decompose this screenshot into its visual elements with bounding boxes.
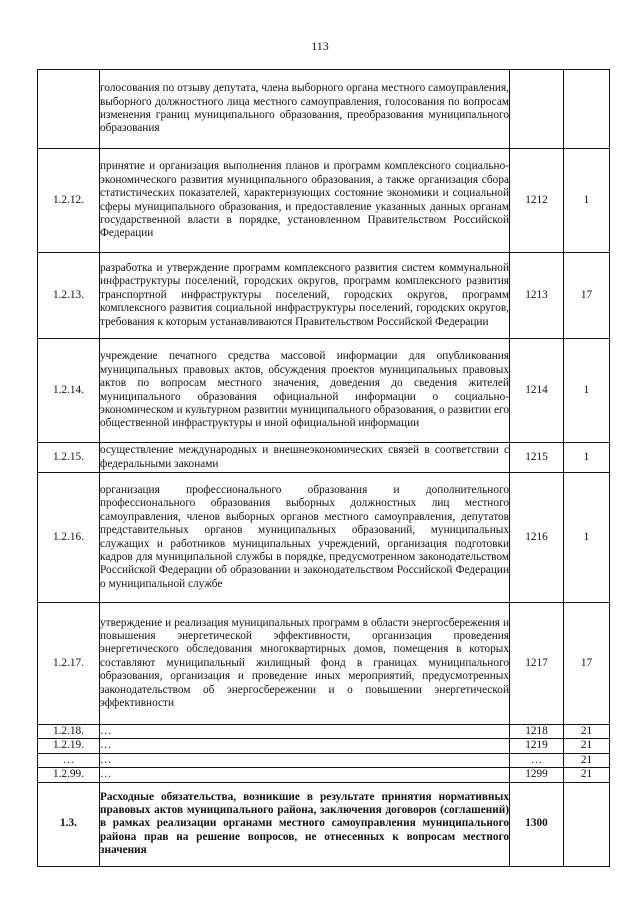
row-number: 1.2.16.	[38, 473, 100, 603]
row-number: 1.2.14.	[38, 339, 100, 443]
row-description: принятие и организация выполнения планов и программ комплексного социально-экономического развития муниципального образования, а также организация сбора статистических показателей, характеризующих состояние экономики и социальной сферы муниципального образования, и предоставление указанных данных органам государственной власти в порядке, установленном Правительством Российской Федерации	[100, 149, 510, 253]
table-row	[38, 782, 610, 866]
table-row	[38, 70, 610, 149]
row-code: …	[510, 753, 564, 767]
row-description: разработка и утверждение программ комплексного развития систем коммунальной инфраструктуры поселений, городских округов, программ комплексного развития транспортной инфраструктуры поселений, городских округов, программ комплексного развития социальной инфраструктуры поселений, городских округов, требования к которым устанавливаются Правительством Российской Федерации	[100, 253, 510, 339]
row-value	[564, 782, 610, 866]
row-code: 1214	[510, 339, 564, 443]
table-row	[38, 753, 610, 767]
table-row	[38, 443, 610, 473]
table-row	[38, 768, 610, 782]
row-value: 1	[564, 473, 610, 603]
row-number: 1.2.19.	[38, 739, 100, 753]
table-row	[38, 253, 610, 339]
row-code: 1300	[510, 782, 564, 866]
row-value	[564, 70, 610, 149]
row-description: …	[100, 739, 510, 753]
row-description: Расходные обязательства, возникшие в результате принятия нормативных правовых актов муниципального района, заключения договоров (соглашений) в рамках реализации органами местного самоуправления муниципального района прав на решение вопросов, не отнесенных к вопросам местного значения	[100, 782, 510, 866]
row-code: 1216	[510, 473, 564, 603]
table-row	[38, 603, 610, 725]
row-number: 1.2.18.	[38, 725, 100, 739]
table-row	[38, 339, 610, 443]
page-number: 113	[311, 39, 329, 53]
row-value: 1	[564, 339, 610, 443]
row-number: …	[38, 753, 100, 767]
row-value: 21	[564, 753, 610, 767]
row-number: 1.3.	[38, 782, 100, 866]
table-row	[38, 149, 610, 253]
row-code: 1212	[510, 149, 564, 253]
row-value: 17	[564, 603, 610, 725]
row-description: организация профессионального образования и дополнительного профессионального образования выборных должностных лиц местного самоуправления, членов выборных органов местного самоуправления, депутатов представительных органов муниципальных образований, муниципальных служащих и работников муниципальных учреждений, организация подготовки кадров для муниципальной службы в порядке, предусмотренном законодательством Российской Федерации об образовании и законодательством Российской Федерации о муниципальной службе	[100, 473, 510, 603]
row-description: …	[100, 768, 510, 782]
row-value: 1	[564, 149, 610, 253]
table-row	[38, 739, 610, 753]
row-number	[38, 70, 100, 149]
row-number: 1.2.15.	[38, 443, 100, 473]
row-description: …	[100, 725, 510, 739]
row-number: 1.2.17.	[38, 603, 100, 725]
row-number: 1.2.12.	[38, 149, 100, 253]
row-description: голосования по отзыву депутата, члена выборного органа местного самоуправления, выборного должностного лица местного самоуправления, голосования по вопросам изменения границ муниципального образования, преобразования муниципального образования	[100, 70, 510, 149]
row-value: 1	[564, 443, 610, 473]
table-row	[38, 473, 610, 603]
row-code: 1299	[510, 768, 564, 782]
row-code: 1217	[510, 603, 564, 725]
row-code	[510, 70, 564, 149]
row-number: 1.2.13.	[38, 253, 100, 339]
row-code: 1218	[510, 725, 564, 739]
row-code: 1213	[510, 253, 564, 339]
row-value: 21	[564, 739, 610, 753]
row-value: 21	[564, 725, 610, 739]
row-description: утверждение и реализация муниципальных программ в области энергосбережения и повышения энергетической эффективности, организация проведения энергетического обследования многоквартирных домов, помещения в которых составляют муниципальный жилищный фонд в границах муниципального образования, организация и проведение иных мероприятий, предусмотренных законодательством об энергосбережении и о повышении энергетической эффективности	[100, 603, 510, 725]
row-description: осуществление международных и внешнеэкономических связей в соответствии с федеральными законами	[100, 443, 510, 473]
row-value: 21	[564, 768, 610, 782]
row-code: 1219	[510, 739, 564, 753]
row-number: 1.2.99.	[38, 768, 100, 782]
row-description: …	[100, 753, 510, 767]
table-row	[38, 725, 610, 739]
row-code: 1215	[510, 443, 564, 473]
row-value: 17	[564, 253, 610, 339]
obligations-table	[37, 69, 610, 867]
row-description: учреждение печатного средства массовой информации для опубликования муниципальных правовых актов, обсуждения проектов муниципальных правовых актов по вопросам местного значения, доведения до сведения жителей муниципального образования официальной информации о социально-экономическом и культурном развитии муниципального образования, о развитии его общественной инфраструктуры и иной официальной информации	[100, 339, 510, 443]
